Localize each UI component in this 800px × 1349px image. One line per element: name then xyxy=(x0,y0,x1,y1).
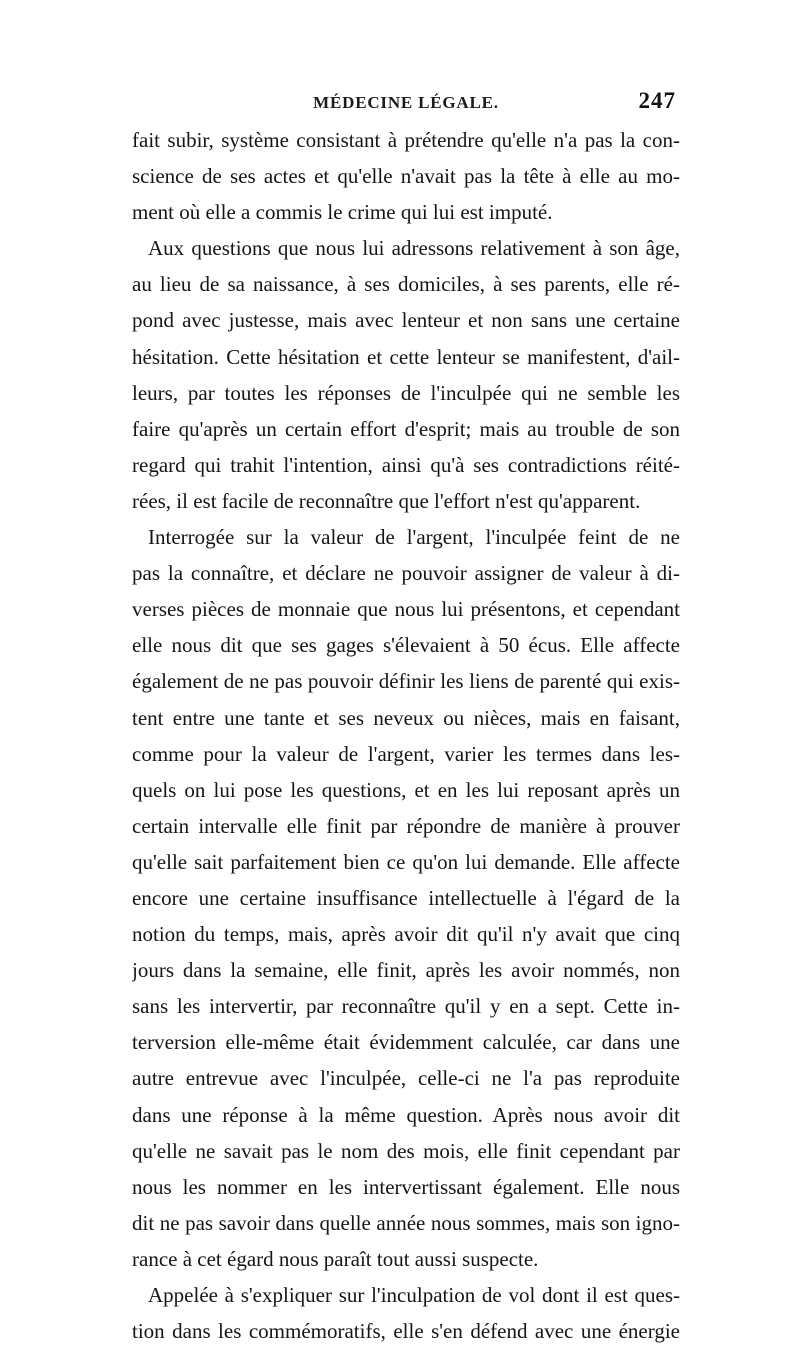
text-line: Appelée à s'expliquer sur l'inculpation de vol dont il est ques- xyxy=(148,1283,680,1307)
text-line: Interrogée sur la valeur de l'argent, l'inculpée feint de ne xyxy=(148,525,680,550)
running-head xyxy=(132,88,680,122)
text-line: encore une certaine insuffisance intellectuelle à l'égard de la xyxy=(132,885,680,910)
text-line: nous les nommer en les intervertissant également. Elle nous xyxy=(132,1174,680,1199)
text-line: dit ne pas savoir dans quelle année nous sommes, mais son igno- xyxy=(132,1210,680,1235)
text-line: qu'elle ne savait pas le nom des mois, elle finit cependant par xyxy=(132,1138,680,1163)
page-number: 247 xyxy=(638,88,676,113)
text-line: dans une réponse à la même question. Après nous avoir dit xyxy=(132,1102,680,1127)
running-title: MÉDECINE LÉGALE. xyxy=(313,93,499,112)
text-line: rance à cet égard nous paraît tout aussi suspecte. xyxy=(132,1246,539,1271)
text-line: tion dans les commémoratifs, elle s'en défend avec une énergie xyxy=(132,1319,680,1344)
text-line: autre entrevue avec l'inculpée, celle-ci ne l'a pas reproduite xyxy=(132,1066,680,1091)
text-line: comme pour la valeur de l'argent, varier les termes dans les- xyxy=(132,741,680,766)
text-line: elle nous dit que ses gages s'élevaient à 50 écus. Elle affecte xyxy=(132,633,680,658)
text-line: terversion elle-même était évidemment calculée, car dans une xyxy=(132,1030,680,1055)
text-line: qu'elle sait parfaitement bien ce qu'on lui demande. Elle affecte xyxy=(132,849,680,874)
text-line: sans les intervertir, par reconnaître qu'il y en a sept. Cette in- xyxy=(132,994,680,1019)
text-line: fait subir, système consistant à prétendre qu'elle n'a pas la con- xyxy=(132,128,680,152)
text-line: rées, il est facile de reconnaître que l'effort n'est qu'apparent. xyxy=(132,488,641,513)
text-line: jours dans la semaine, elle finit, après les avoir nommés, non xyxy=(132,958,680,983)
paragraph-4 xyxy=(132,1277,680,1349)
text-line: pond avec justesse, mais avec lenteur et non sans une certaine xyxy=(132,308,680,333)
text-line: faire qu'après un certain effort d'esprit; mais au trouble de son xyxy=(132,416,680,441)
text-line: quels on lui pose les questions, et en les lui reposant après un xyxy=(132,777,680,802)
text-line: Aux questions que nous lui adressons relativement à son âge, xyxy=(148,236,680,261)
text-line: hésitation. Cette hésitation et cette lenteur se manifestent, d'ail- xyxy=(132,344,680,369)
text-line: tent entre une tante et ses neveux ou nièces, mais en faisant, xyxy=(132,705,680,730)
text-line: verses pièces de monnaie que nous lui présentons, et cependant xyxy=(132,597,680,622)
body-text xyxy=(132,122,680,1349)
text-line: ment où elle a commis le crime qui lui est imputé. xyxy=(132,200,553,225)
paragraph-2 xyxy=(132,230,680,519)
text-line: certain intervalle elle finit par répondre de manière à prouver xyxy=(132,813,680,838)
paragraph-3 xyxy=(132,519,680,1277)
text-line: regard qui trahit l'intention, ainsi qu'à ses contradictions réité- xyxy=(132,452,680,477)
text-line: pas la connaître, et déclare ne pouvoir assigner de valeur à di- xyxy=(132,561,680,586)
text-line: également de ne pas pouvoir définir les liens de parenté qui exis- xyxy=(132,669,680,694)
text-line: au lieu de sa naissance, à ses domiciles, à ses parents, elle ré- xyxy=(132,272,680,297)
paragraph-1 xyxy=(132,122,680,230)
text-line: notion du temps, mais, après avoir dit qu'il n'y avait que cinq xyxy=(132,922,680,947)
text-line: science de ses actes et qu'elle n'avait pas la tête à elle au mo- xyxy=(132,164,680,189)
text-line: leurs, par toutes les réponses de l'inculpée qui ne semble les xyxy=(132,380,680,405)
